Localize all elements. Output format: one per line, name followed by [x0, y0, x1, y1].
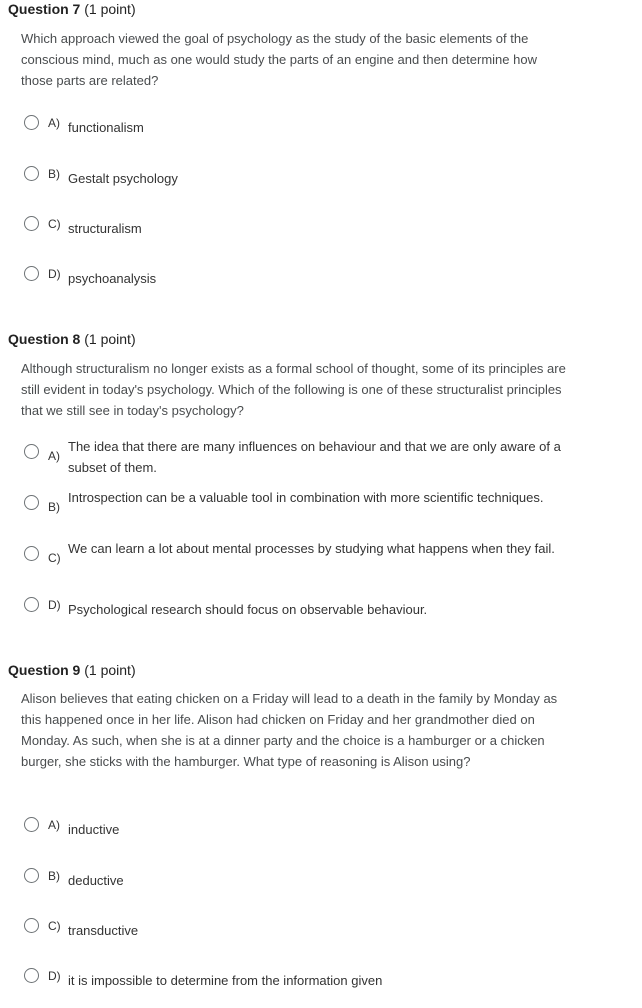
radio-button[interactable]	[24, 115, 39, 130]
option-text[interactable]: functionalism	[68, 120, 144, 135]
option-letter: D)	[48, 969, 61, 983]
option-text[interactable]: structuralism	[68, 221, 142, 236]
option-text[interactable]: psychoanalysis	[68, 271, 157, 286]
question-points: (1 point)	[84, 662, 136, 678]
option-letter: B)	[48, 167, 60, 181]
question-title: Question 9	[8, 662, 81, 678]
option-a[interactable]	[24, 439, 584, 484]
radio-button[interactable]	[24, 918, 39, 933]
radio-button[interactable]	[24, 597, 39, 612]
option-text[interactable]: deductive	[68, 873, 124, 888]
option-a[interactable]	[24, 115, 584, 155]
option-c[interactable]	[24, 216, 584, 256]
radio-button[interactable]	[24, 266, 39, 281]
radio-button[interactable]	[24, 546, 39, 561]
option-text[interactable]: Gestalt psychology	[68, 171, 178, 186]
question-header	[8, 330, 136, 348]
option-d[interactable]	[24, 597, 584, 637]
option-letter: A)	[48, 818, 60, 832]
option-letter: C)	[48, 919, 61, 933]
option-a[interactable]	[24, 817, 584, 857]
question-title: Question 7	[8, 1, 81, 17]
option-letter: D)	[48, 267, 61, 281]
option-letter: B)	[48, 869, 60, 883]
option-text[interactable]: We can learn a lot about mental processes by studying what happens when they fail.	[68, 541, 555, 556]
question-prompt: Which approach viewed the goal of psychology as the study of the basic elements of the conscious mind, much as one would study the parts of an engine and then determine how those parts are related?	[21, 31, 537, 88]
option-c[interactable]	[24, 541, 584, 586]
radio-button[interactable]	[24, 444, 39, 459]
option-b[interactable]	[24, 490, 584, 535]
radio-button[interactable]	[24, 817, 39, 832]
radio-button[interactable]	[24, 166, 39, 181]
radio-button[interactable]	[24, 216, 39, 231]
question-title: Question 8	[8, 331, 81, 347]
radio-button[interactable]	[24, 495, 39, 510]
option-text[interactable]: inductive	[68, 822, 120, 837]
option-letter: A)	[48, 449, 60, 463]
option-d[interactable]	[24, 968, 584, 1008]
question-prompt: Although structuralism no longer exists as a formal school of thought, some of its principles are still evident in today's psychology. Which of the following is one of these structuralist principles that we still see in today's psychology?	[21, 361, 566, 418]
option-letter: C)	[48, 551, 61, 565]
option-d[interactable]	[24, 266, 584, 306]
option-b[interactable]	[24, 166, 584, 206]
question-header	[8, 0, 136, 18]
option-text[interactable]: Introspection can be a valuable tool in combination with more scientific techniques.	[68, 490, 544, 505]
question-points: (1 point)	[84, 1, 136, 17]
option-letter: A)	[48, 116, 60, 130]
question-points: (1 point)	[84, 331, 136, 347]
option-letter: D)	[48, 598, 61, 612]
option-b[interactable]	[24, 868, 584, 908]
question-prompt: Alison believes that eating chicken on a Friday will lead to a death in the family by Monday as this happened once in her life. Alison had chicken on Friday and her grandmother died on Monday. As such, when she is at a dinner party and the choice is a hamburger or a chicken burger, she sticks with the hamburger. What type of reasoning is Alison using?	[21, 691, 558, 769]
option-text[interactable]: it is impossible to determine from the information given	[68, 973, 383, 988]
option-c[interactable]	[24, 918, 584, 958]
option-text[interactable]: Psychological research should focus on observable behaviour.	[68, 602, 428, 617]
option-letter: C)	[48, 217, 61, 231]
option-text[interactable]: transductive	[68, 923, 139, 938]
option-letter: B)	[48, 500, 60, 514]
radio-button[interactable]	[24, 968, 39, 983]
question-header	[8, 661, 136, 679]
option-text[interactable]: The idea that there are many influences on behaviour and that we are only aware of a subset of them.	[68, 439, 561, 475]
radio-button[interactable]	[24, 868, 39, 883]
